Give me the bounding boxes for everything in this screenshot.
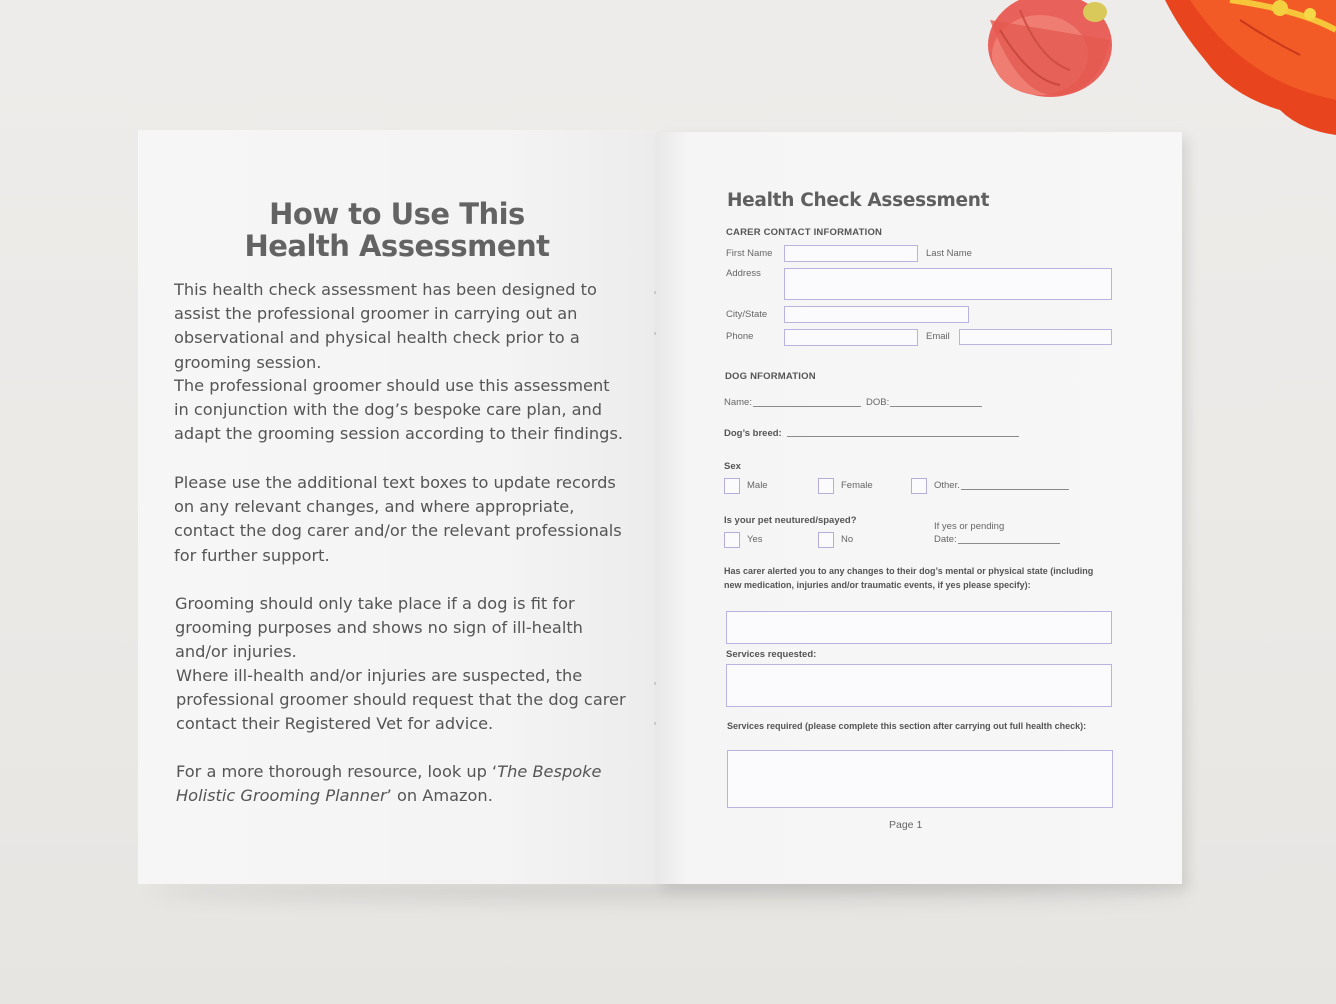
neutered-no-checkbox[interactable] [818, 532, 834, 548]
dob-label: DOB: [866, 397, 890, 408]
address-label: Address [726, 268, 761, 279]
dob-line[interactable] [890, 406, 982, 407]
other-checkbox[interactable] [911, 478, 927, 494]
dog-name-line[interactable] [753, 406, 861, 407]
carer-section-heading: CARER CONTACT INFORMATION [726, 227, 883, 238]
resource-paragraph [176, 760, 628, 808]
neutered-no-label: No [841, 534, 854, 545]
other-line[interactable] [961, 489, 1069, 490]
last-name-label: Last Name [926, 248, 972, 259]
phone-field[interactable] [784, 329, 918, 346]
phone-label: Phone [726, 331, 754, 342]
email-label: Email [926, 331, 950, 342]
form-title: Health Check Assessment [727, 190, 990, 211]
first-name-label: First Name [726, 248, 773, 259]
ill-health-paragraph: Where ill-health and/or injuries are suspected, the professional groomer should request that the dog carer contact their Registered Vet for advice. [176, 666, 626, 734]
city-state-field[interactable] [784, 306, 969, 323]
female-label: Female [841, 480, 873, 491]
male-label: Male [747, 480, 768, 491]
neutered-question: Is your pet neutured/spayed? [724, 515, 857, 526]
dog-section-heading: DOG NFORMATION [725, 371, 816, 382]
address-field[interactable] [784, 268, 1112, 300]
intro-paragraph: This health check assessment has been designed to assist the professional groomer in carrying out an observational and physical health check prior to a grooming session. [174, 280, 597, 372]
changes-field[interactable] [726, 611, 1112, 644]
orange-poppy [1165, 0, 1336, 135]
pink-poppy [988, 0, 1112, 97]
date-line[interactable] [958, 543, 1060, 544]
other-label: Other. [934, 480, 960, 491]
services-requested-field[interactable] [726, 664, 1112, 707]
services-required-field[interactable] [727, 750, 1113, 808]
right-page [656, 132, 1182, 884]
neutered-yes-label: Yes [747, 534, 763, 545]
text-boxes-paragraph: Please use the additional text boxes to update records on any relevant changes, and where appropriate, contact the dog carer and/or the relevant professionals for further support. [174, 473, 622, 565]
page-title: How to Use This Health Assessment [244, 197, 550, 263]
pending-label: If yes or pending [934, 521, 1005, 532]
services-requested-label: Services requested: [726, 649, 817, 660]
neutered-yes-checkbox[interactable] [724, 532, 740, 548]
male-checkbox[interactable] [724, 478, 740, 494]
city-state-label: City/State [726, 309, 768, 320]
breed-line[interactable] [787, 436, 1019, 437]
date-label: Date: [934, 534, 957, 545]
first-name-field[interactable] [784, 245, 918, 262]
sex-label: Sex [724, 461, 741, 472]
services-required-label: Services required (please complete this section after carrying out full health check): [727, 721, 1087, 731]
breed-label: Dog’s breed: [724, 428, 782, 439]
resource-book-title: The Bespoke Holistic Grooming Planner [176, 762, 602, 806]
resource-prefix: For a more thorough resource, look up ‘ [176, 762, 498, 781]
email-field[interactable] [959, 329, 1112, 345]
changes-question: Has carer alerted you to any changes to their dog’s mental or physical state (including new medication, injuries and/or traumatic events, if yes please specify): [724, 566, 1094, 590]
fitness-paragraph: Grooming should only take place if a dog is fit for grooming purposes and shows no sign of ill-health and/or injuries. [175, 594, 583, 662]
page-number: Page 1 [889, 819, 923, 831]
care-plan-paragraph: The professional groomer should use this assessment in conjunction with the dog’s bespoke care plan, and adapt the grooming session according to their findings. [174, 376, 624, 444]
left-page [138, 130, 656, 884]
resource-suffix: ’ on Amazon. [386, 786, 493, 806]
dog-name-label: Name: [724, 397, 752, 408]
female-checkbox[interactable] [818, 478, 834, 494]
